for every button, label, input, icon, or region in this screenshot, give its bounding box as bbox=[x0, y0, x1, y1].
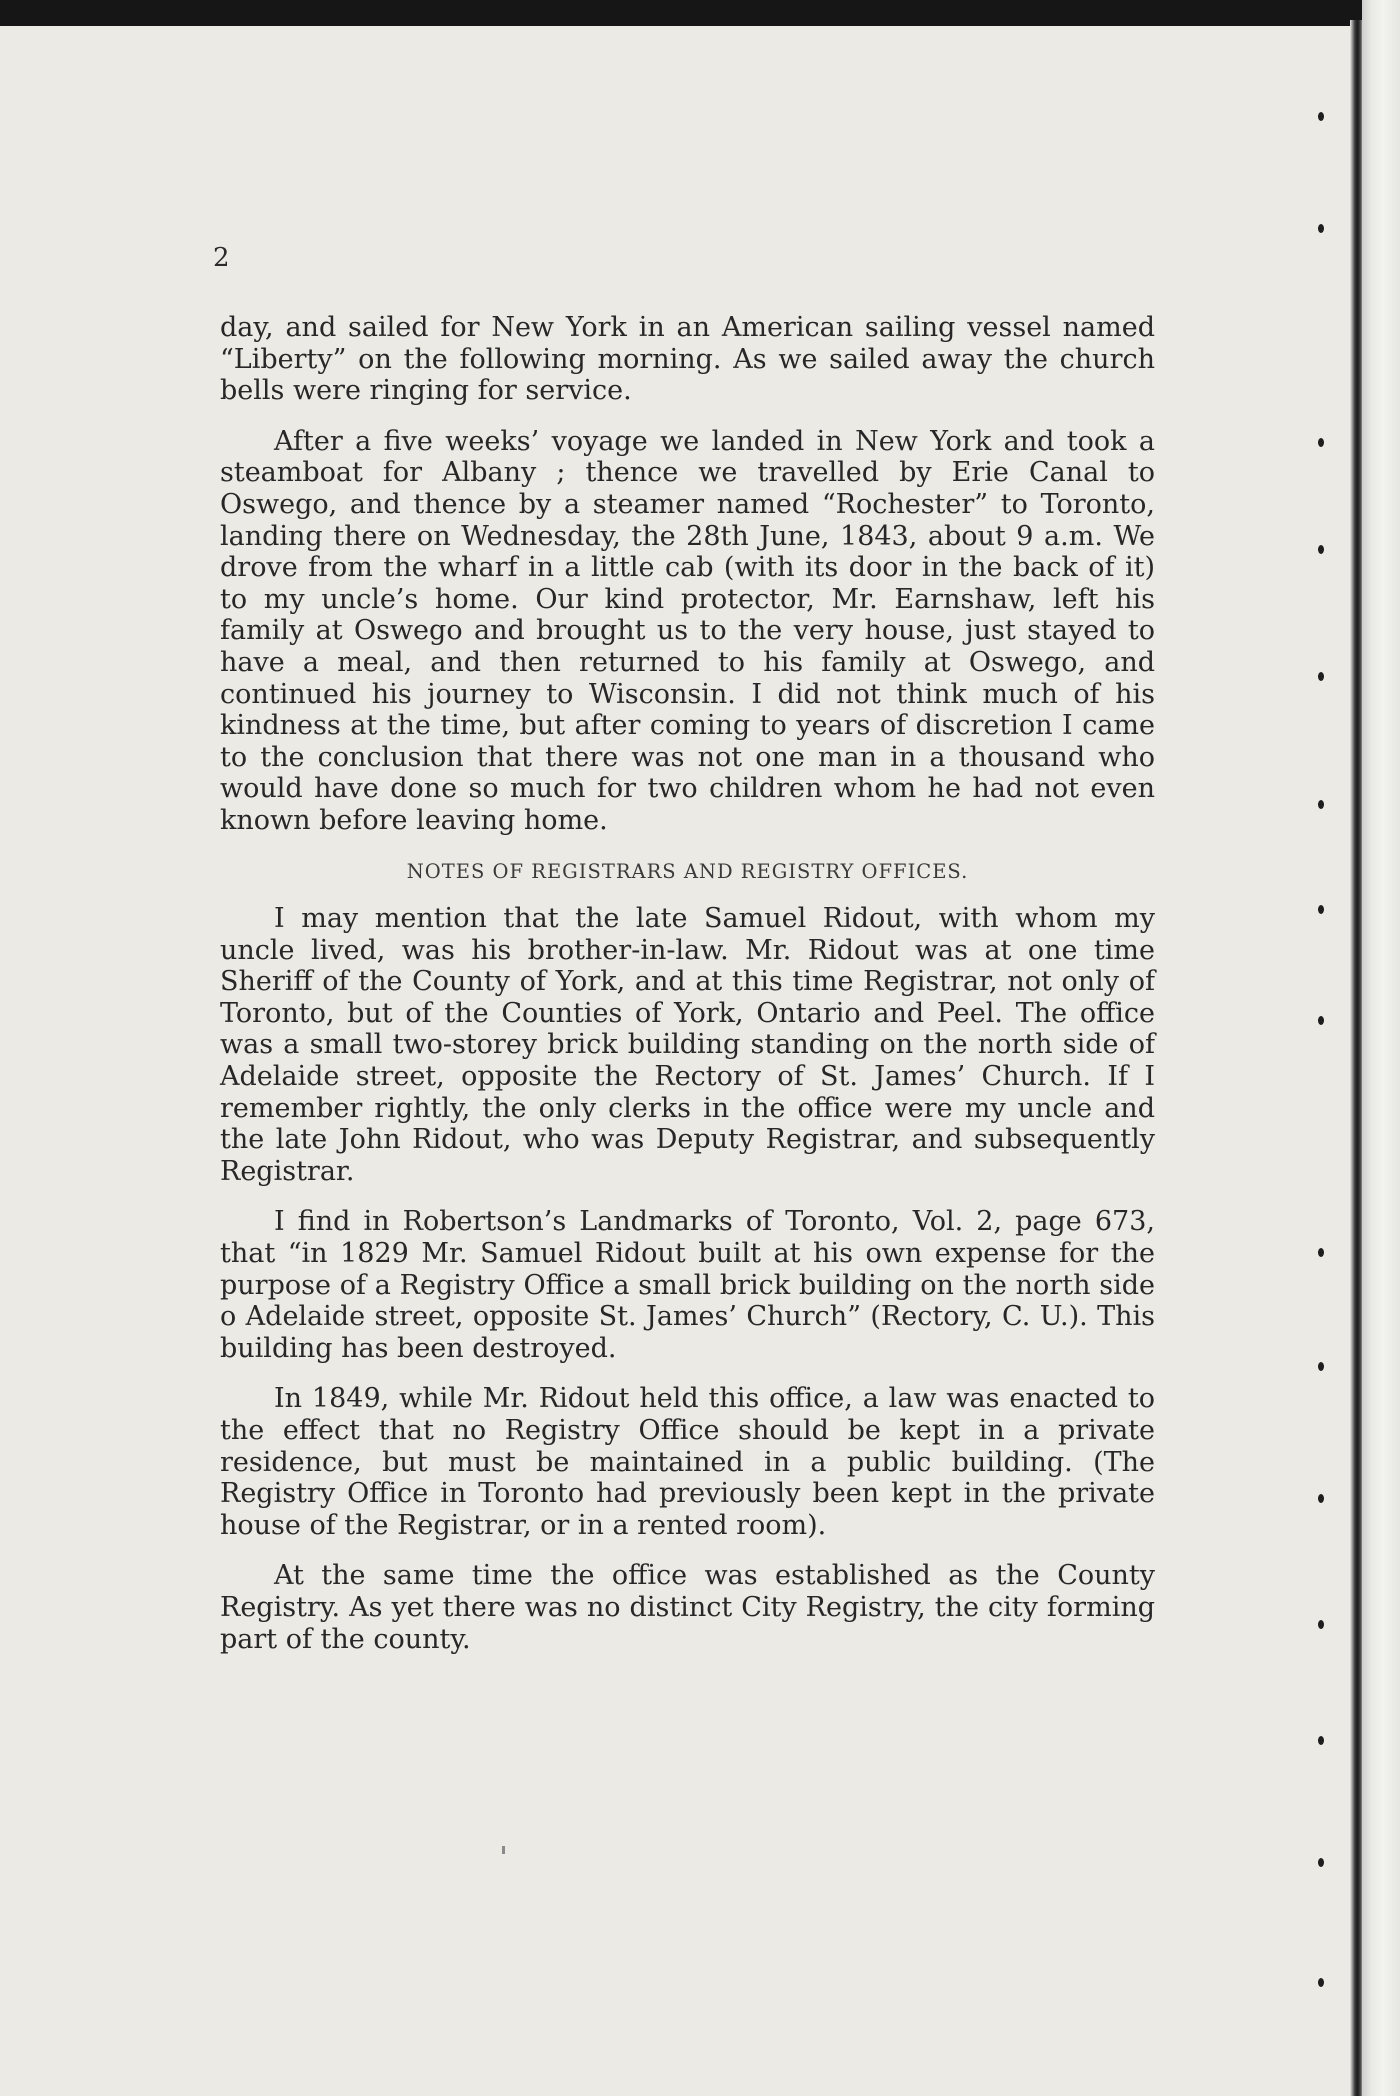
binding-hole bbox=[1318, 438, 1324, 447]
ink-speck bbox=[502, 1846, 505, 1854]
page-number: 2 bbox=[213, 243, 230, 273]
binding-hole bbox=[1318, 800, 1324, 809]
binding-hole bbox=[1318, 545, 1324, 554]
paragraph: At the same time the office was established as the County Registry. As yet there was no distinct City Registry, the city forming part of the county. bbox=[220, 1560, 1155, 1655]
binding-hole bbox=[1318, 1620, 1324, 1629]
paragraph: After a five weeks’ voyage we landed in New York and took a steamboat for Albany ; thence we travelled by Erie Canal to Oswego, and thence by a steamer named “Rochester” to Toronto, landing there on Wednesday, the 28th June, 1843, about 9 a.m. We drove from the wharf in a little cab (with its door in the back of it) to my uncle’s home. Our kind protector, Mr. Earnshaw, left his family at Oswego and brought us to the very house, just stayed to have a meal, and then returned to his family at Oswego, and continued his journey to Wisconsin. I did not think much of his kindness at the time, but after coming to years of discretion I came to the conclusion that there was not one man in a thousand who would have done so much for two children whom he had not even known before leaving home. bbox=[220, 425, 1155, 836]
binding-holes bbox=[1308, 0, 1348, 2096]
binding-hole bbox=[1318, 1736, 1324, 1745]
page-body bbox=[220, 312, 1155, 1674]
binding-hole bbox=[1318, 1494, 1324, 1503]
binding-hole bbox=[1318, 905, 1324, 914]
paragraph: day, and sailed for New York in an American sailing vessel named “Liberty” on the following morning. As we sailed away the church bells were ringing for service. bbox=[220, 312, 1155, 407]
binding-hole bbox=[1318, 112, 1324, 121]
section-heading: NOTES OF REGISTRARS AND REGISTRY OFFICES. bbox=[406, 859, 969, 883]
scan-top-border bbox=[0, 0, 1400, 26]
binding-hole bbox=[1318, 1362, 1324, 1371]
binding-hole bbox=[1318, 1978, 1324, 1987]
binding-hole bbox=[1318, 1858, 1324, 1867]
paragraph: I may mention that the late Samuel Ridout, with whom my uncle lived, was his brother-in-law. Mr. Ridout was at one time Sheriff of the County of York, and at this time Registrar, not only of Toronto, but of the Counties of York, Ontario and Peel. The office was a small two-storey brick building standing on the north side of Adelaide street, opposite the Rectory of St. James’ Church. If I remember rightly, the only clerks in the office were my uncle and the late John Ridout, who was Deputy Registrar, and subsequently Registrar. bbox=[220, 903, 1155, 1187]
binding-hole bbox=[1318, 672, 1324, 681]
binding-hole bbox=[1318, 1248, 1324, 1257]
binding-hole bbox=[1318, 224, 1324, 233]
binding-hole bbox=[1318, 1016, 1324, 1025]
scan-right-margin bbox=[1362, 0, 1400, 2096]
paragraph: I find in Robertson’s Landmarks of Toronto, Vol. 2, page 673, that “in 1829 Mr. Samuel Ridout built at his own expense for the purpose of a Registry Office a small brick building on the north side o Adelaide street, opposite St. James’ Church” (Rectory, C. U.). This building has been destroyed. bbox=[220, 1206, 1155, 1364]
paragraph: In 1849, while Mr. Ridout held this office, a law was enacted to the effect that no Registry Office should be kept in a private residence, but must be maintained in a public building. (The Registry Office in Toronto had previously been kept in the private house of the Registrar, or in a rented room). bbox=[220, 1383, 1155, 1541]
